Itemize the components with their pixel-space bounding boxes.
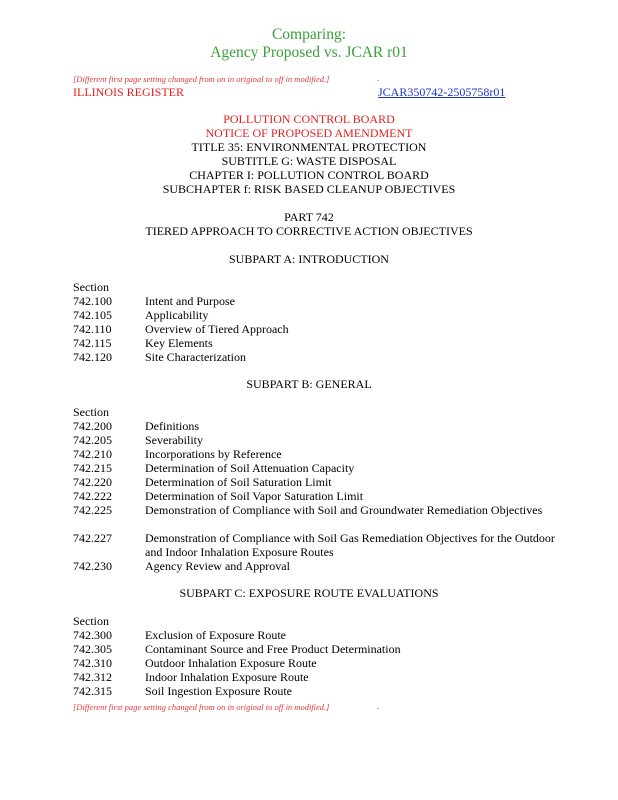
- subchapter-heading: SUBCHAPTER f: RISK BASED CLEANUP OBJECTIVES: [162, 182, 456, 196]
- section-number: 742.222: [73, 489, 112, 503]
- section-number: 742.310: [73, 656, 112, 670]
- first-page-setting-note-bottom: [Different first page setting changed from on in original to off in modified.]: [73, 702, 330, 712]
- section-number: 742.120: [73, 350, 112, 364]
- chapter-heading: CHAPTER I: POLLUTION CONTROL BOARD: [189, 168, 429, 182]
- section-title: Exclusion of Exposure Route: [145, 628, 286, 642]
- section-title: Agency Review and Approval: [145, 559, 290, 573]
- section-title: Site Characterization: [145, 350, 246, 364]
- section-number: 742.205: [73, 433, 112, 447]
- section-number: 742.230: [73, 559, 112, 573]
- section-title: Soil Ingestion Exposure Route: [145, 684, 292, 698]
- note-marker-bottom: .: [377, 702, 379, 711]
- board-heading: POLLUTION CONTROL BOARD: [223, 112, 395, 126]
- section-title: Demonstration of Compliance with Soil Gas Remediation Objectives for the Outdoor and Indoor Inhalation Exposure Routes: [145, 531, 555, 559]
- section-number: 742.312: [73, 670, 112, 684]
- section-title: Overview of Tiered Approach: [145, 322, 289, 336]
- section-title: Determination of Soil Vapor Saturation Limit: [145, 489, 364, 503]
- section-title: Key Elements: [145, 336, 213, 350]
- compare-title-line1: Comparing:: [271, 26, 347, 43]
- jcar-reference-link[interactable]: JCAR350742-2505758r01: [378, 85, 506, 99]
- subpart-b-title: SUBPART B: GENERAL: [246, 377, 372, 391]
- subtitle-heading: SUBTITLE G: WASTE DISPOSAL: [221, 154, 397, 168]
- section-number: 742.220: [73, 475, 112, 489]
- section-number: 742.115: [73, 336, 112, 350]
- section-title: Incorporations by Reference: [145, 447, 282, 461]
- section-title: Applicability: [145, 308, 209, 322]
- notice-heading: NOTICE OF PROPOSED AMENDMENT: [205, 126, 413, 140]
- subpart-c-title: SUBPART C: EXPOSURE ROUTE EVALUATIONS: [179, 586, 439, 600]
- section-number: 742.110: [73, 322, 112, 336]
- section-title: Outdoor Inhalation Exposure Route: [145, 656, 317, 670]
- section-number: 742.225: [73, 503, 112, 517]
- section-title: Determination of Soil Attenuation Capacity: [145, 461, 355, 475]
- part-heading: PART 742: [284, 210, 334, 224]
- section-number: 742.215: [73, 461, 112, 475]
- section-number: 742.305: [73, 642, 112, 656]
- section-label: Section: [73, 405, 109, 419]
- section-label: Section: [73, 614, 109, 628]
- note-marker-top: .: [377, 74, 379, 83]
- section-title: Intent and Purpose: [145, 294, 235, 308]
- section-title: Indoor Inhalation Exposure Route: [145, 670, 309, 684]
- section-number: 742.315: [73, 684, 112, 698]
- compare-title-line2: Agency Proposed vs. JCAR r01: [210, 44, 408, 61]
- section-title: Determination of Soil Saturation Limit: [145, 475, 332, 489]
- section-title: Definitions: [145, 419, 199, 433]
- section-title: Demonstration of Compliance with Soil and Groundwater Remediation Objectives: [145, 503, 543, 517]
- section-number: 742.227: [73, 531, 112, 545]
- section-number: 742.300: [73, 628, 112, 642]
- section-number: 742.100: [73, 294, 112, 308]
- section-title: Contaminant Source and Free Product Determination: [145, 642, 401, 656]
- section-number: 742.105: [73, 308, 112, 322]
- part-title-heading: TIERED APPROACH TO CORRECTIVE ACTION OBJECTIVES: [145, 224, 473, 238]
- section-title: Severability: [145, 433, 203, 447]
- section-label: Section: [73, 280, 109, 294]
- section-number: 742.200: [73, 419, 112, 433]
- subpart-a-title: SUBPART A: INTRODUCTION: [229, 252, 389, 266]
- title-heading: TITLE 35: ENVIRONMENTAL PROTECTION: [191, 140, 427, 154]
- illinois-register-label: ILLINOIS REGISTER: [73, 85, 184, 99]
- section-number: 742.210: [73, 447, 112, 461]
- first-page-setting-note-top: [Different first page setting changed from on in original to off in modified.]: [73, 74, 330, 84]
